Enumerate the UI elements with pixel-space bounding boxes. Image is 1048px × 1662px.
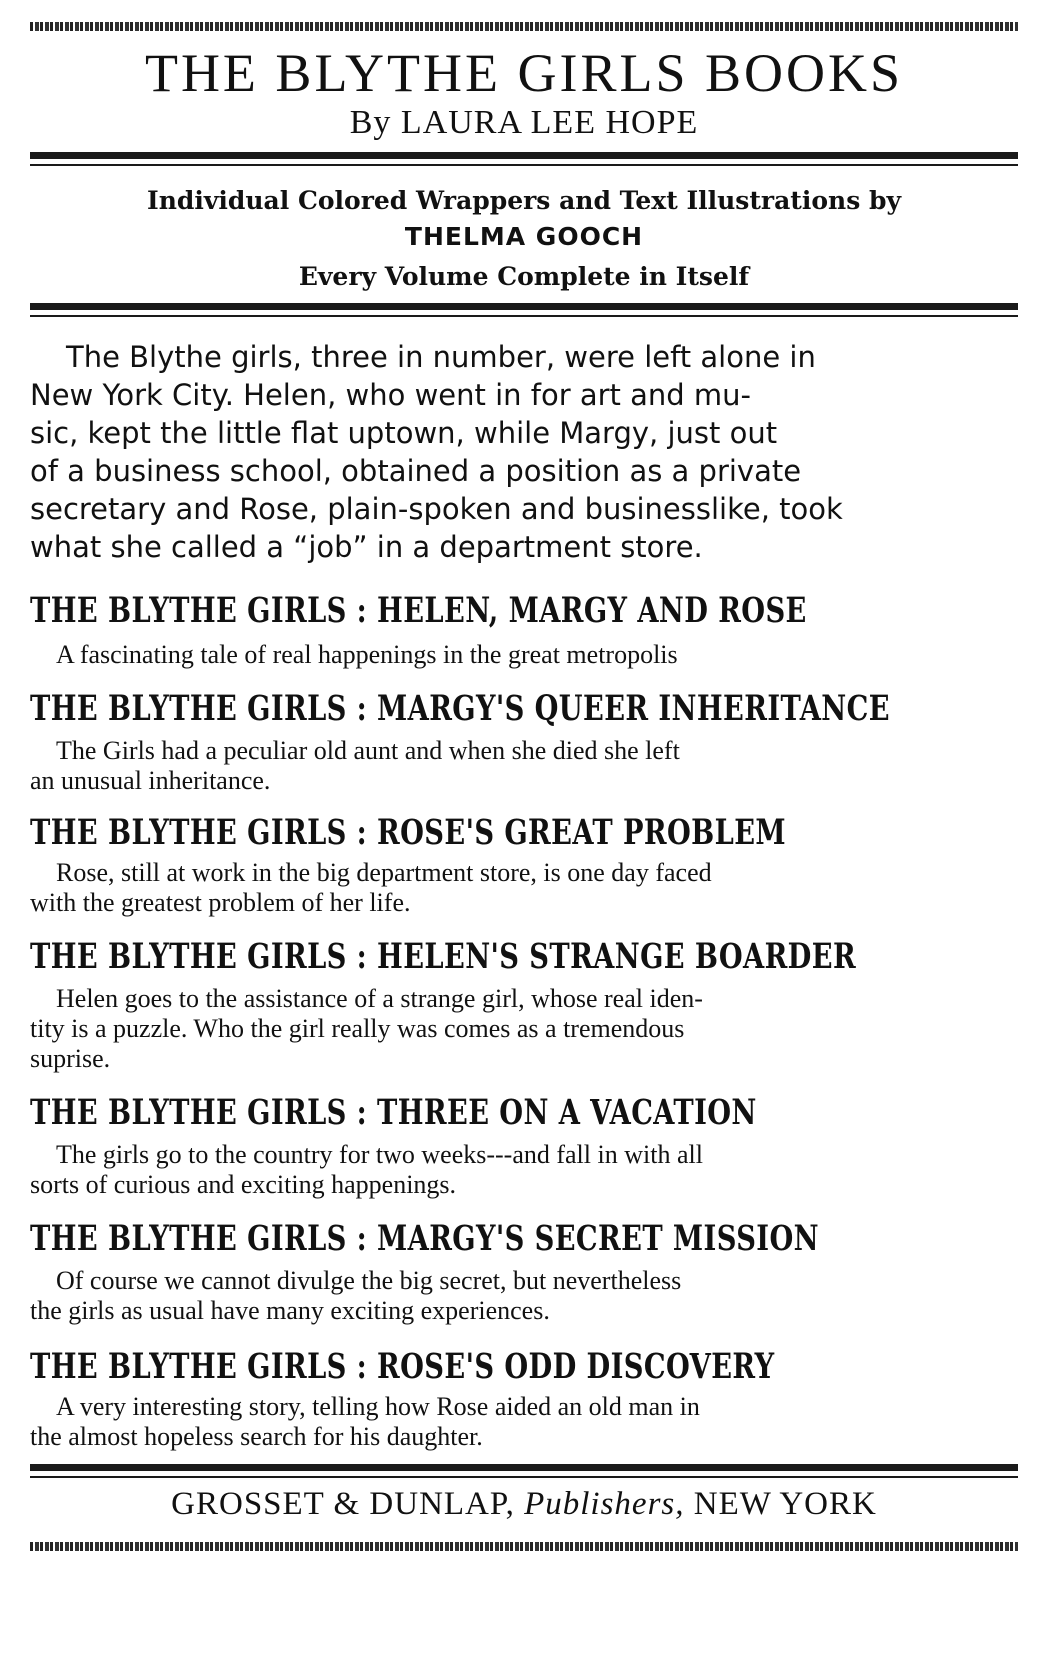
author-byline: By LAURA LEE HOPE: [349, 104, 699, 141]
divider: [30, 315, 1018, 317]
book-title: THE BLYTHE GIRLS : HELEN, MARGY AND ROSE: [30, 590, 807, 631]
divider: [30, 164, 1018, 166]
bottom-border: [30, 1542, 1018, 1551]
book-description: The girls go to the country for two weeks---and fall in with all: [56, 1140, 703, 1169]
book-description: Of course we cannot divulge the big secret, but nevertheless: [56, 1266, 682, 1295]
book-description: Helen goes to the assistance of a strange girl, whose real iden-: [56, 984, 703, 1013]
book-description: The Girls had a peculiar old aunt and when she died she left: [56, 736, 680, 765]
intro-line: sic, kept the little flat uptown, while Margy, just out: [30, 416, 778, 450]
book-description: an unusual inheritance.: [30, 766, 271, 795]
publisher-role: Publishers,: [524, 1486, 685, 1522]
book-description: suprise.: [30, 1044, 111, 1073]
book-title: THE BLYTHE GIRLS : THREE ON A VACATION: [30, 1092, 757, 1133]
publisher-name: GROSSET & DUNLAP,: [171, 1486, 515, 1522]
intro-line: secretary and Rose, plain-spoken and businesslike, took: [30, 492, 843, 526]
intro-line: of a business school, obtained a position as a private: [30, 454, 802, 488]
book-title: THE BLYTHE GIRLS : ROSE'S GREAT PROBLEM: [30, 812, 787, 853]
book-description: A fascinating tale of real happenings in the great metropolis: [56, 640, 678, 669]
book-description: the girls as usual have many exciting experiences.: [30, 1296, 550, 1325]
book-description: with the greatest problem of her life.: [30, 888, 411, 917]
book-description: tity is a puzzle. Who the girl really was comes as a tremendous: [30, 1014, 685, 1043]
book-description: the almost hopeless search for his daughter.: [30, 1422, 483, 1451]
page-title: THE BLYTHE GIRLS BOOKS: [144, 43, 904, 103]
divider: [30, 1464, 1018, 1471]
book-title: THE BLYTHE GIRLS : ROSE'S ODD DISCOVERY: [30, 1346, 775, 1387]
top-border: [30, 22, 1018, 31]
credit-line: Individual Colored Wrappers and Text Illustrations by: [147, 186, 901, 215]
book-title: THE BLYTHE GIRLS : MARGY'S QUEER INHERITANCE: [30, 688, 890, 729]
book-description: A very interesting story, telling how Rose aided an old man in: [56, 1392, 700, 1421]
intro-line: New York City. Helen, who went in for art and mu-: [30, 378, 752, 412]
intro-line: The Blythe girls, three in number, were left alone in: [66, 340, 816, 374]
book-description: Rose, still at work in the big department store, is one day faced: [56, 858, 712, 887]
book-description: sorts of curious and exciting happenings.: [30, 1170, 457, 1199]
divider: [30, 152, 1018, 159]
divider: [30, 303, 1018, 310]
publisher-footer: [0, 1486, 1048, 1523]
divider: [30, 1476, 1018, 1478]
book-title: THE BLYTHE GIRLS : MARGY'S SECRET MISSION: [30, 1218, 819, 1259]
book-title: THE BLYTHE GIRLS : HELEN'S STRANGE BOARDER: [30, 936, 857, 977]
illustrator-name: THELMA GOOCH: [404, 222, 644, 251]
credit-line: Every Volume Complete in Itself: [298, 262, 750, 291]
publisher-city: NEW YORK: [693, 1486, 877, 1522]
intro-line: what she called a “job” in a department store.: [30, 530, 703, 564]
